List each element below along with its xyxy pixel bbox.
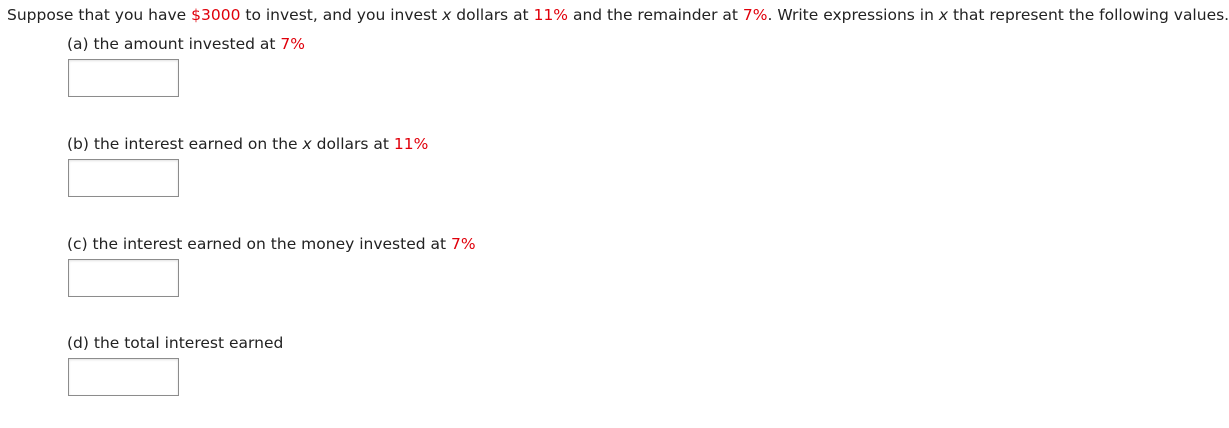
part-a — [67, 34, 667, 54]
prompt-text: that represent the following values. — [948, 6, 1229, 24]
part-b-rate: 11% — [393, 135, 429, 153]
part-d-label: (d) the total interest earned — [67, 334, 284, 352]
prompt-amount: $3000 — [191, 6, 241, 24]
prompt-text: to invest, and you invest — [240, 6, 443, 24]
part-a-rate: 7% — [280, 35, 306, 53]
part-d-answer-input[interactable] — [68, 358, 179, 396]
part-b-answer-input[interactable] — [68, 159, 179, 197]
prompt-rate-low: 7% — [742, 6, 768, 24]
prompt-text: . Write expressions in — [767, 6, 939, 24]
problem-prompt — [7, 5, 1229, 25]
prompt-text: dollars at — [451, 6, 534, 24]
part-c-answer-input[interactable] — [68, 259, 179, 297]
prompt-text: and the remainder at — [568, 6, 743, 24]
part-a-answer-input[interactable] — [68, 59, 179, 97]
part-b — [67, 134, 667, 154]
part-c-rate: 7% — [451, 235, 476, 253]
part-b-label: (b) the interest earned on the x dollars at 11% — [67, 135, 429, 153]
prompt-text: Suppose that you have — [7, 6, 192, 24]
part-a-label: (a) the amount invested at 7% — [67, 35, 306, 53]
part-d — [67, 333, 667, 353]
prompt-rate-high: 11% — [533, 6, 569, 24]
part-c-label: (c) the interest earned on the money invested at 7% — [67, 235, 476, 253]
part-b-variable: x — [302, 135, 312, 153]
part-c — [67, 234, 667, 254]
prompt-variable: x — [938, 6, 949, 24]
prompt-variable: x — [442, 6, 452, 24]
